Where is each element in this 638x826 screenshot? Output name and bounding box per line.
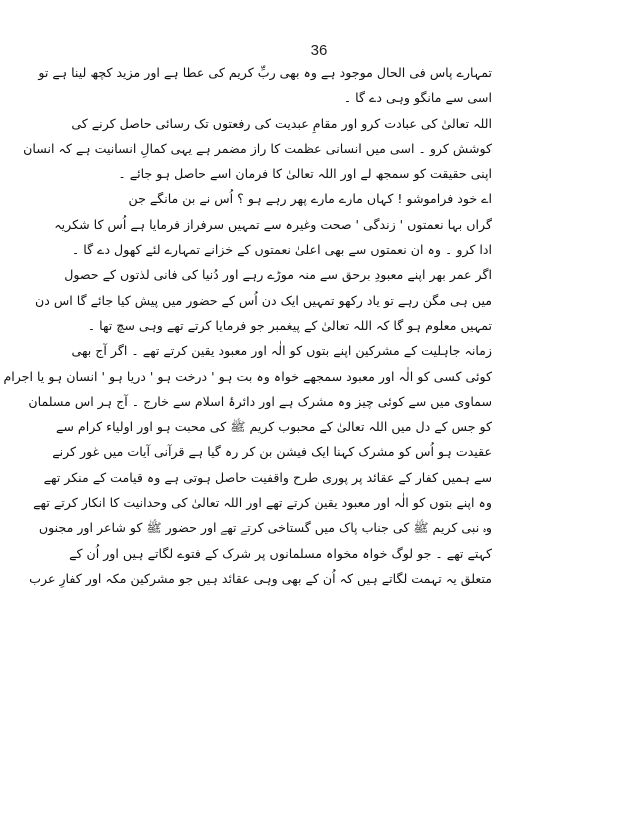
text-line: کوشش کرو ۔ اسی میں انسانی عظمت کا راز مضمر ہے یہی کمالِ انسانیت ہے کہ انسان: [23, 140, 492, 156]
urdu-body-text: [3, 60, 492, 591]
text-line: اسی سے مانگو وہی دے گا ۔: [343, 90, 492, 106]
text-line: تمہیں معلوم ہو گا کہ اللہ تعالیٰ کے پیغمبر جو فرمایا کرتے تھے وہی سچ تھا ۔: [87, 317, 492, 333]
text-line: میں ہی مگن رہے تو یاد رکھو تمہیں ایک دن اُس کے حضور میں پیش کیا جائے گا اس دن: [35, 292, 492, 308]
text-line: اپنی حقیقت کو سمجھ لے اور اللہ تعالیٰ کا فرمان اسے حاصل ہو جائے ۔: [118, 166, 492, 182]
text-line: کو جس کے دل میں اللہ تعالیٰ کے محبوب کریم ﷺ کی محبت ہو اور اولیاء کرام سے: [56, 419, 492, 435]
text-line: سے ہمیں کفار کے عقائد پر پوری طرح واقفیت حاصل ہوتی ہے وہ قیامت کے منکر تھے: [43, 469, 492, 485]
page-number: 36: [310, 42, 328, 59]
text-line: سماوی میں سے کوئی چیز وہ مشرک ہے اور دائرۂ اسلام سے خارج ۔ آج ہر اس مسلمان: [28, 393, 492, 409]
text-line: وہ اپنے بتوں کو الٰہ اور معبود یقین کرتے تھے اور اللہ تعالیٰ کی وحدانیت کا انکار کرتے تھے: [33, 495, 492, 511]
text-line: گراں بہا نعمتوں ' زندگی ' صحت وغیرہ سے تمہیں سرفراز فرمایا ہے اُس کا شکریہ: [54, 216, 492, 232]
text-line: ادا کرو ۔ وہ ان نعمتوں سے بھی اعلیٰ نعمتوں کے خزانے تمہارے لئے کھول دے گا ۔: [71, 242, 492, 258]
text-line: متعلق یہ تہمت لگاتے ہیں کہ اُن کے بھی وہی عقائد ہیں جو مشرکین مکہ اور کفارِ عرب: [29, 570, 492, 586]
text-line: کوئی کسی کو الٰہ اور معبود سمجھے خواہ وہ بت ہو ' درخت ہو ' دریا ہو ' انسان ہو یا اجرام: [3, 368, 492, 384]
text-line: زمانہ جاہلیت کے مشرکین اپنے بتوں کو الٰہ اور معبود یقین کرتے تھے ۔ اگر آج بھی: [71, 343, 492, 359]
text-line: تمہارے پاس فی الحال موجود ہے وہ بھی ربِّ کریم کی عطا ہے اور مزید کچھ لینا ہے تو: [38, 65, 492, 80]
text-line: وہ نبی کریم ﷺ کی جناب پاک میں گستاخی کرتے تھے اور حضور ﷺ کو شاعر اور مجنوں: [38, 520, 492, 536]
text-line: اے خود فراموشو ! کہاں مارے مارے پھر رہے ہو ؟ اُس نے بن مانگے جن: [128, 191, 492, 207]
text-line: اگر عمر بھر اپنے معبودِ برحق سے منہ موڑے رہے اور دُنیا کی فانی لذتوں کے حصول: [64, 267, 492, 283]
text-line: اللہ تعالیٰ کی عبادت کرو اور مقامِ عبدیت کی رفعتوں تک رسائی حاصل کرنے کی: [71, 115, 492, 131]
text-line: کہتے تھے ۔ جو لوگ خواہ مخواہ مسلمانوں پر شرک کے فتوے لگاتے ہیں اور اُن کے: [69, 545, 492, 561]
text-line: عقیدت ہو اُس کو مشرک کہنا ایک فیشن بن کر رہ گیا ہے قرآنی آیات میں غور کرنے: [52, 444, 492, 460]
